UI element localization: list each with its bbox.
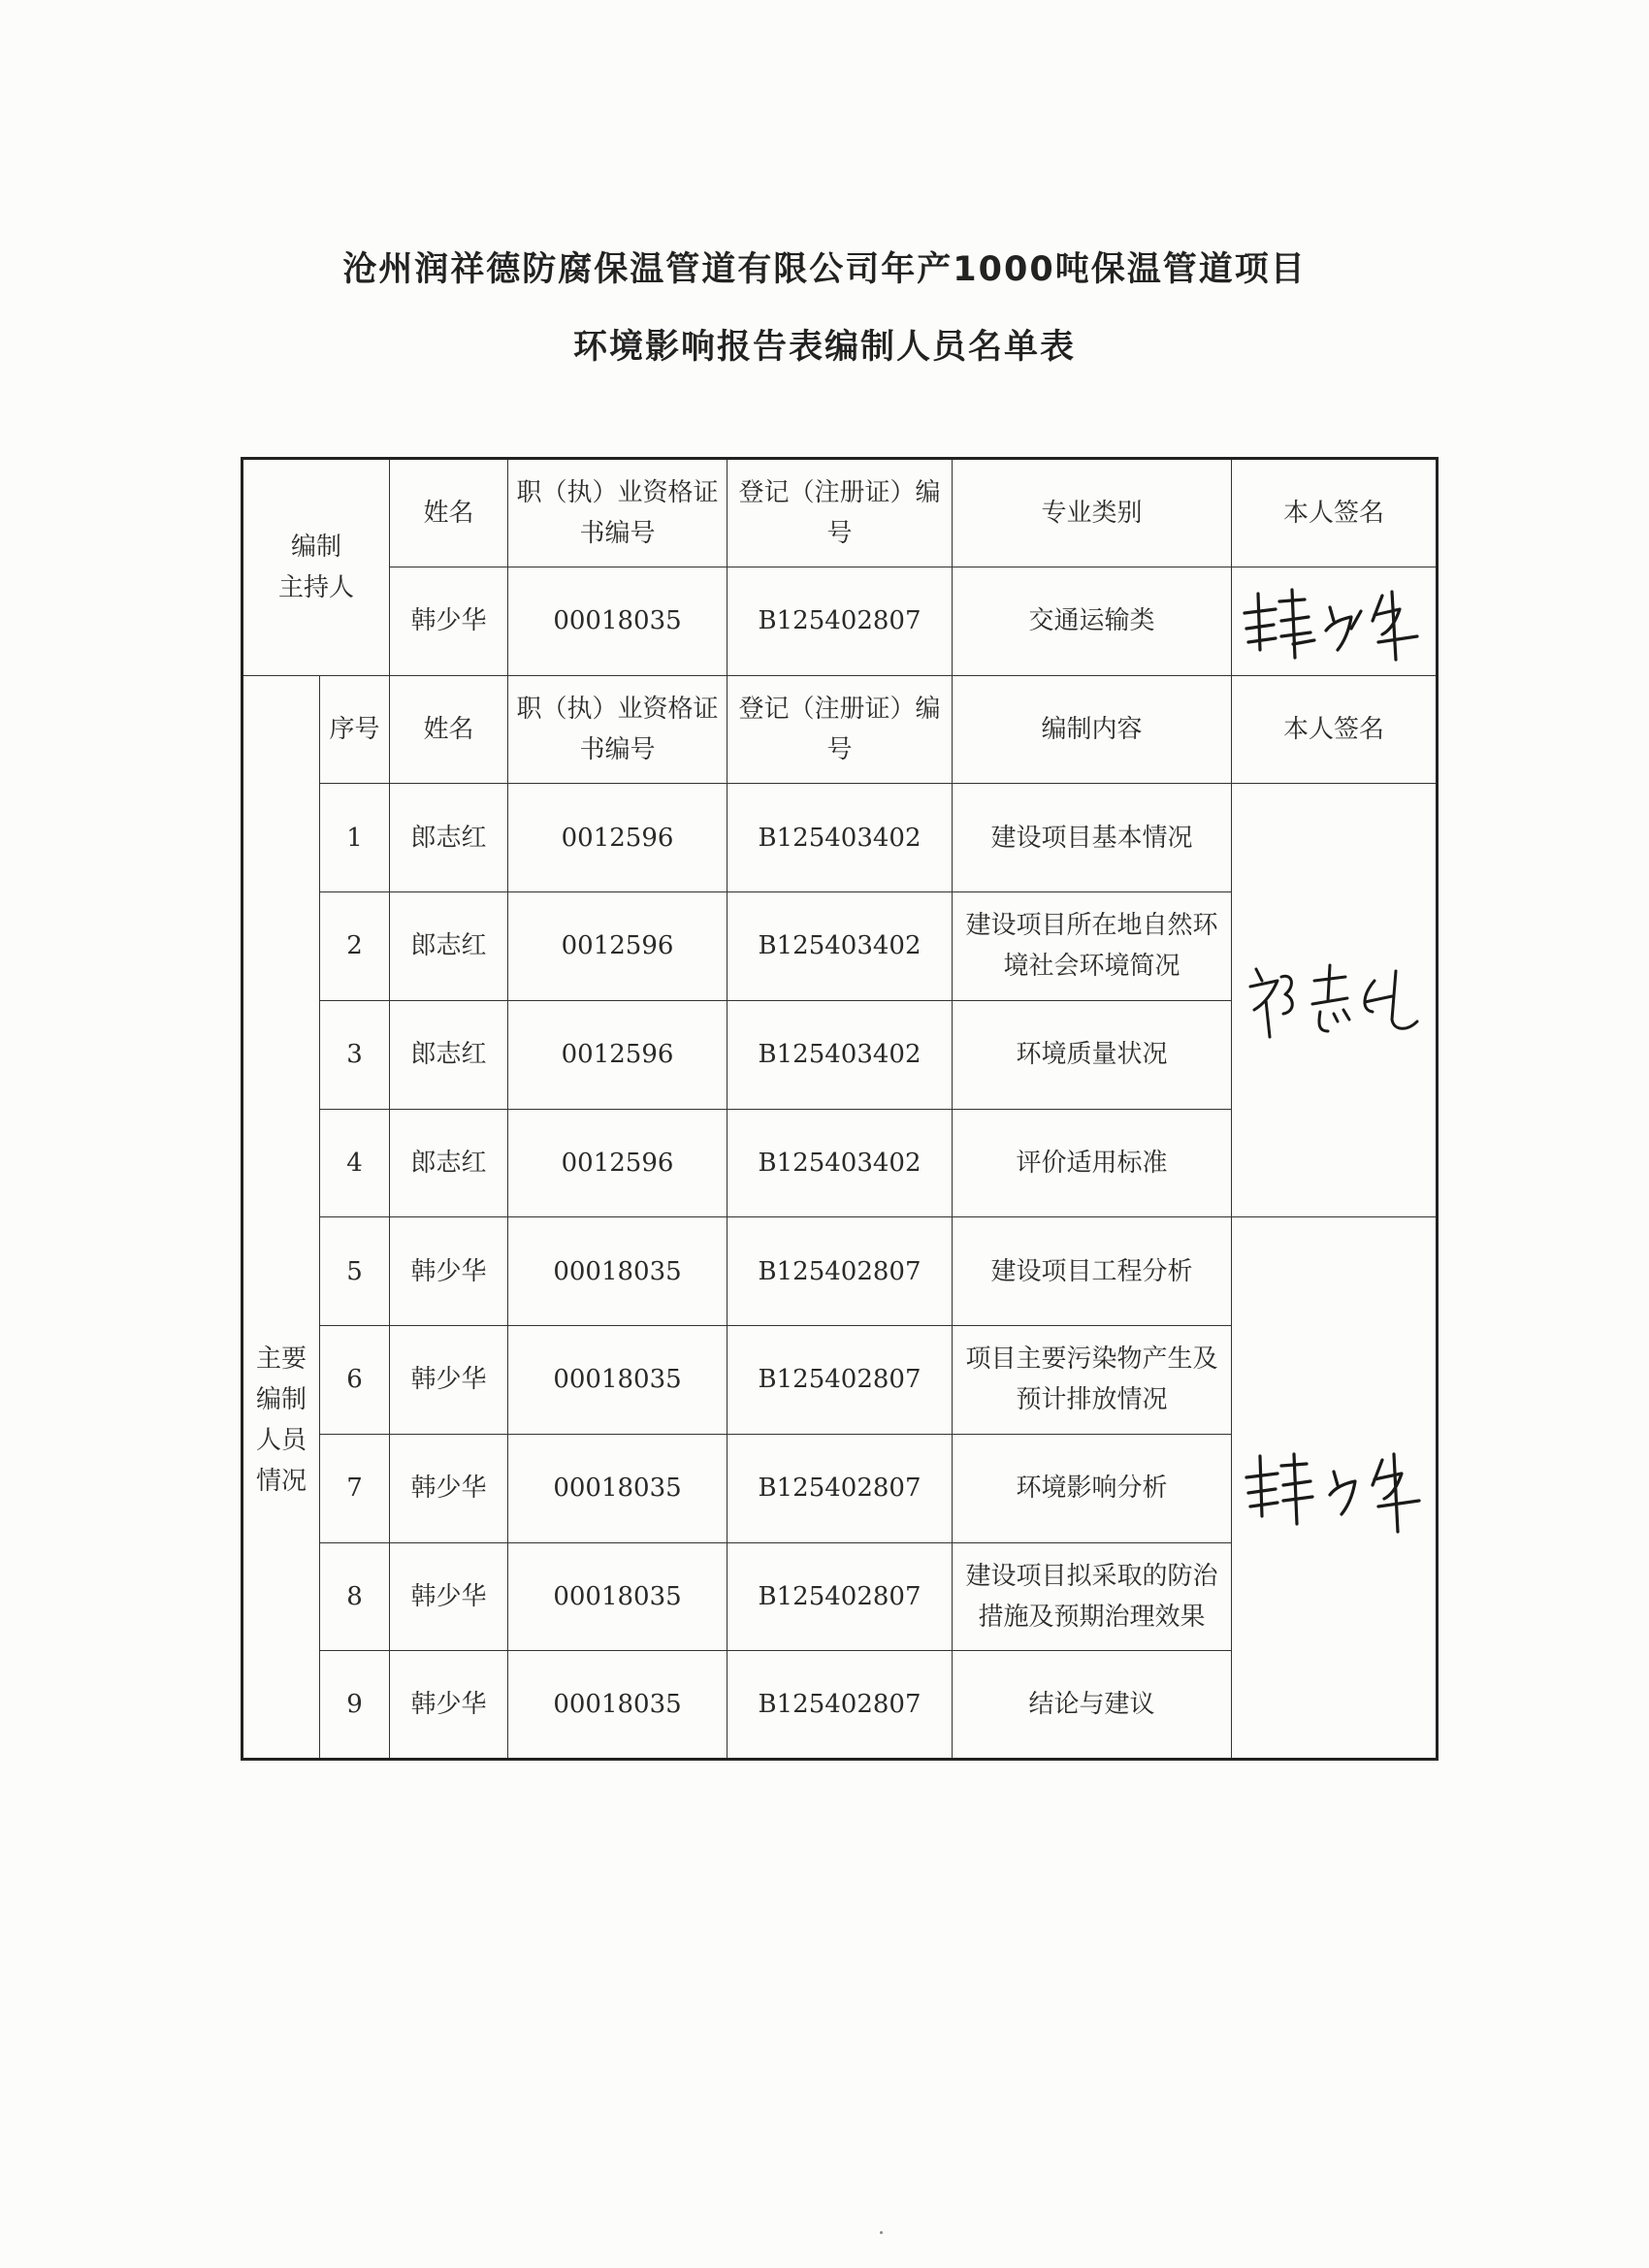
- row-cert-no: 00018035: [508, 1651, 728, 1760]
- host-signature: [1232, 567, 1438, 675]
- handwritten-signature-han: [1237, 572, 1431, 669]
- row-seq: 5: [320, 1217, 390, 1326]
- handwritten-signature-han: [1237, 1435, 1431, 1541]
- host-name: 韩少华: [390, 567, 508, 675]
- header-content: 编制内容: [953, 675, 1232, 784]
- row-reg-no: B125403402: [728, 784, 953, 892]
- row-cert-no: 00018035: [508, 1326, 728, 1435]
- row-seq: 3: [320, 1000, 390, 1109]
- row-name: 郎志红: [390, 784, 508, 892]
- host-reg-no: B125402807: [728, 567, 953, 675]
- header-seq: 序号: [320, 675, 390, 784]
- document-title-line1: 沧州润祥德防腐保温管道有限公司年产1000吨保温管道项目: [342, 250, 1307, 289]
- row-cert-no: 0012596: [508, 1109, 728, 1217]
- row-cert-no: 00018035: [508, 1434, 728, 1542]
- row-content: 建设项目工程分析: [953, 1217, 1232, 1326]
- host-header-row: [242, 459, 1438, 567]
- row-reg-no: B125402807: [728, 1651, 953, 1760]
- row-seq: 8: [320, 1542, 390, 1651]
- header-reg-no: 登记（注册证）编号: [728, 459, 953, 567]
- header-name: 姓名: [390, 459, 508, 567]
- scan-speck: [880, 2231, 883, 2234]
- row-cert-no: 0012596: [508, 784, 728, 892]
- row-cert-no: 00018035: [508, 1217, 728, 1326]
- row-name: 韩少华: [390, 1434, 508, 1542]
- header-name: 姓名: [390, 675, 508, 784]
- host-row: [242, 567, 1438, 675]
- row-content: 结论与建议: [953, 1651, 1232, 1760]
- row-reg-no: B125403402: [728, 892, 953, 1001]
- row-cert-no: 00018035: [508, 1542, 728, 1651]
- host-cert-no: 00018035: [508, 567, 728, 675]
- row-name: 韩少华: [390, 1326, 508, 1435]
- row-cert-no: 0012596: [508, 892, 728, 1001]
- row-reg-no: B125402807: [728, 1326, 953, 1435]
- row-reg-no: B125402807: [728, 1434, 953, 1542]
- row-reg-no: B125403402: [728, 1109, 953, 1217]
- header-cert-no: 职（执）业资格证书编号: [508, 675, 728, 784]
- row-content: 评价适用标准: [953, 1109, 1232, 1217]
- document-title-line2: 环境影响报告表编制人员名单表: [572, 328, 1076, 367]
- row-name: 郎志红: [390, 1109, 508, 1217]
- header-specialty: 专业类别: [953, 459, 1232, 567]
- row-content: 项目主要污染物产生及预计排放情况: [953, 1326, 1232, 1435]
- row-name: 韩少华: [390, 1217, 508, 1326]
- row-reg-no: B125403402: [728, 1000, 953, 1109]
- signature-han: [1232, 1217, 1438, 1760]
- host-specialty: 交通运输类: [953, 567, 1232, 675]
- main-header-row: [242, 675, 1438, 784]
- row-cert-no: 0012596: [508, 1000, 728, 1109]
- signature-lang: [1232, 784, 1438, 1217]
- row-content: 环境质量状况: [953, 1000, 1232, 1109]
- row-name: 郎志红: [390, 1000, 508, 1109]
- handwritten-signature-lang: [1237, 952, 1431, 1049]
- row-seq: 2: [320, 892, 390, 1001]
- main-section-label: 主要 编制 人员 情况: [242, 675, 320, 1760]
- header-signature: 本人签名: [1232, 459, 1438, 567]
- header-reg-no: 登记（注册证）编号: [728, 675, 953, 784]
- row-content: 环境影响分析: [953, 1434, 1232, 1542]
- header-cert-no: 职（执）业资格证书编号: [508, 459, 728, 567]
- host-section-label: 编制 主持人: [242, 459, 390, 676]
- row-seq: 9: [320, 1651, 390, 1760]
- staff-roster-table: [241, 457, 1439, 1761]
- row-content: 建设项目基本情况: [953, 784, 1232, 892]
- row-name: 韩少华: [390, 1542, 508, 1651]
- row-reg-no: B125402807: [728, 1542, 953, 1651]
- table-row: [242, 784, 1438, 892]
- row-seq: 4: [320, 1109, 390, 1217]
- row-reg-no: B125402807: [728, 1217, 953, 1326]
- row-seq: 7: [320, 1434, 390, 1542]
- row-seq: 6: [320, 1326, 390, 1435]
- table-row: [242, 1217, 1438, 1326]
- header-signature: 本人签名: [1232, 675, 1438, 784]
- row-content: 建设项目拟采取的防治措施及预期治理效果: [953, 1542, 1232, 1651]
- row-name: 郎志红: [390, 892, 508, 1001]
- row-seq: 1: [320, 784, 390, 892]
- row-content: 建设项目所在地自然环境社会环境简况: [953, 892, 1232, 1001]
- row-name: 韩少华: [390, 1651, 508, 1760]
